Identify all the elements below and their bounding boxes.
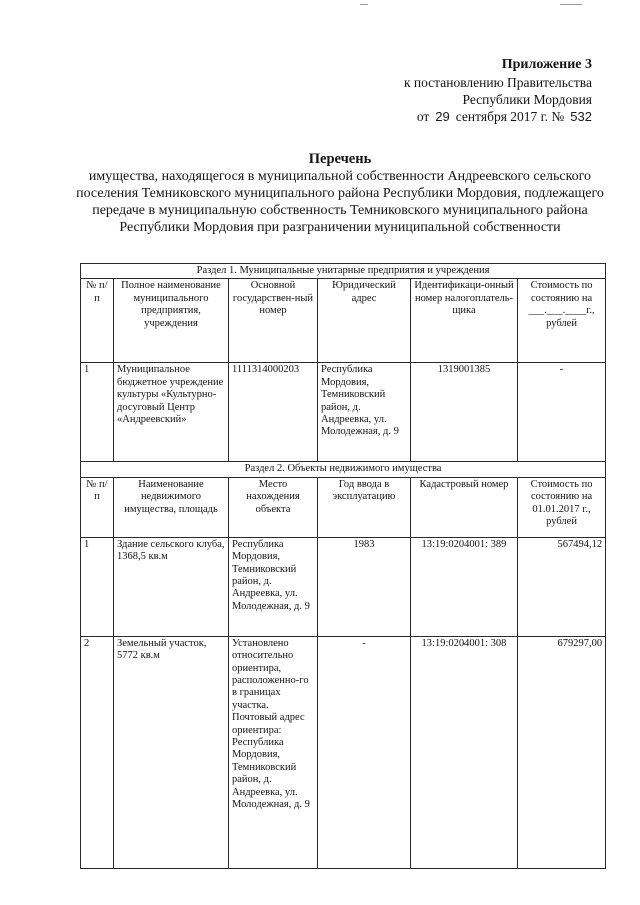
table-row — [81, 636, 606, 868]
table-cell: - — [518, 363, 606, 462]
table-header-cell: Идентификаци-онный номер налогоплатель-щика — [411, 279, 518, 363]
table-header-cell: Стоимость по состоянию на 01.01.2017 г., рублей — [518, 477, 606, 537]
document-subtitle: имущества, находящегося в муниципальной собственности Андреевского сельского поселения Темниковского муниципального района Республики Мордовия, подлежащего передаче в муниципальную собственность Темниковского муниципального района Республики Мордовия при разграничении муниципальной собственности — [76, 169, 604, 235]
section-2-header-row — [81, 477, 606, 537]
appendix-date-line — [332, 108, 592, 125]
table-cell: 679297,00 — [518, 636, 606, 868]
table-header-cell: № п/п — [81, 477, 114, 537]
date-prefix: от — [416, 109, 430, 124]
date-day: 29 — [435, 109, 450, 124]
table-cell: 1319001385 — [411, 363, 518, 462]
section-1-title-row — [81, 264, 606, 279]
document-title: Перечень — [308, 151, 372, 167]
table-header-cell: Кадастровый номер — [411, 477, 518, 537]
table-cell: 1983 — [318, 537, 411, 636]
table-cell: 13:19:0204001: 308 — [411, 636, 518, 868]
section-2-title-row — [81, 462, 606, 477]
table-cell: 1 — [81, 537, 114, 636]
appendix-line-2: Республики Мордовия — [462, 92, 592, 107]
table-header-cell: Основной государствен-ный номер — [229, 279, 318, 363]
table-cell: Установлено относительно ориентира, расположенно-го в границах участка. Почтовый адрес ориентира: Республика Мордовия, Темниковский район, д. Андреевка, ул. Молодежная, д. 9 — [229, 636, 318, 868]
table-cell: 2 — [81, 636, 114, 868]
document-heading — [70, 150, 610, 236]
table-cell: Республика Мордовия, Темниковский район, д. Андреевка, ул. Молодежная, д. 9 — [318, 363, 411, 462]
table-header-cell: Полное наименование муниципального предприятия, учреждения — [114, 279, 229, 363]
property-table — [80, 263, 606, 869]
table-cell: 1111314000203 — [229, 363, 318, 462]
document-number: 532 — [570, 109, 592, 124]
table-cell: Здание сельского клуба, 1368,5 кв.м — [114, 537, 229, 636]
table-header-cell: Стоимость по состоянию на ___.___.____г., рублей — [518, 279, 606, 363]
table-cell: 1 — [81, 363, 114, 462]
table-cell: 13:19:0204001: 389 — [411, 537, 518, 636]
table-row — [81, 363, 606, 462]
table-cell: Муниципальное бюджетное учреждение культуры «Культурно-досуговый Центр «Андреевский» — [114, 363, 229, 462]
appendix-title: Приложение 3 — [501, 57, 592, 72]
table-cell: Республика Мордовия, Темниковский район, д. Андреевка, ул. Молодежная, д. 9 — [229, 537, 318, 636]
section-1-title: Раздел 1. Муниципальные унитарные предприятия и учреждения — [81, 264, 606, 279]
table-header-cell: № п/п — [81, 279, 114, 363]
section-2-title: Раздел 2. Объекты недвижимого имущества — [81, 462, 606, 477]
table-cell: 567494,12 — [518, 537, 606, 636]
scan-artifact — [560, 4, 582, 5]
table-header-cell: Наименование недвижимого имущества, площадь — [114, 477, 229, 537]
appendix-line-1: к постановлению Правительства — [403, 75, 592, 90]
table-header-cell: Юридический адрес — [318, 279, 411, 363]
table-header-cell: Год ввода в эксплуатацию — [318, 477, 411, 537]
scan-artifact — [360, 4, 368, 5]
appendix-block — [332, 56, 592, 125]
section-1-header-row — [81, 279, 606, 363]
date-month-year: сентября 2017 г. № — [455, 109, 565, 124]
table-row — [81, 537, 606, 636]
table-cell: Земельный участок, 5772 кв.м — [114, 636, 229, 868]
table-header-cell: Место нахождения объекта — [229, 477, 318, 537]
table-cell: - — [318, 636, 411, 868]
